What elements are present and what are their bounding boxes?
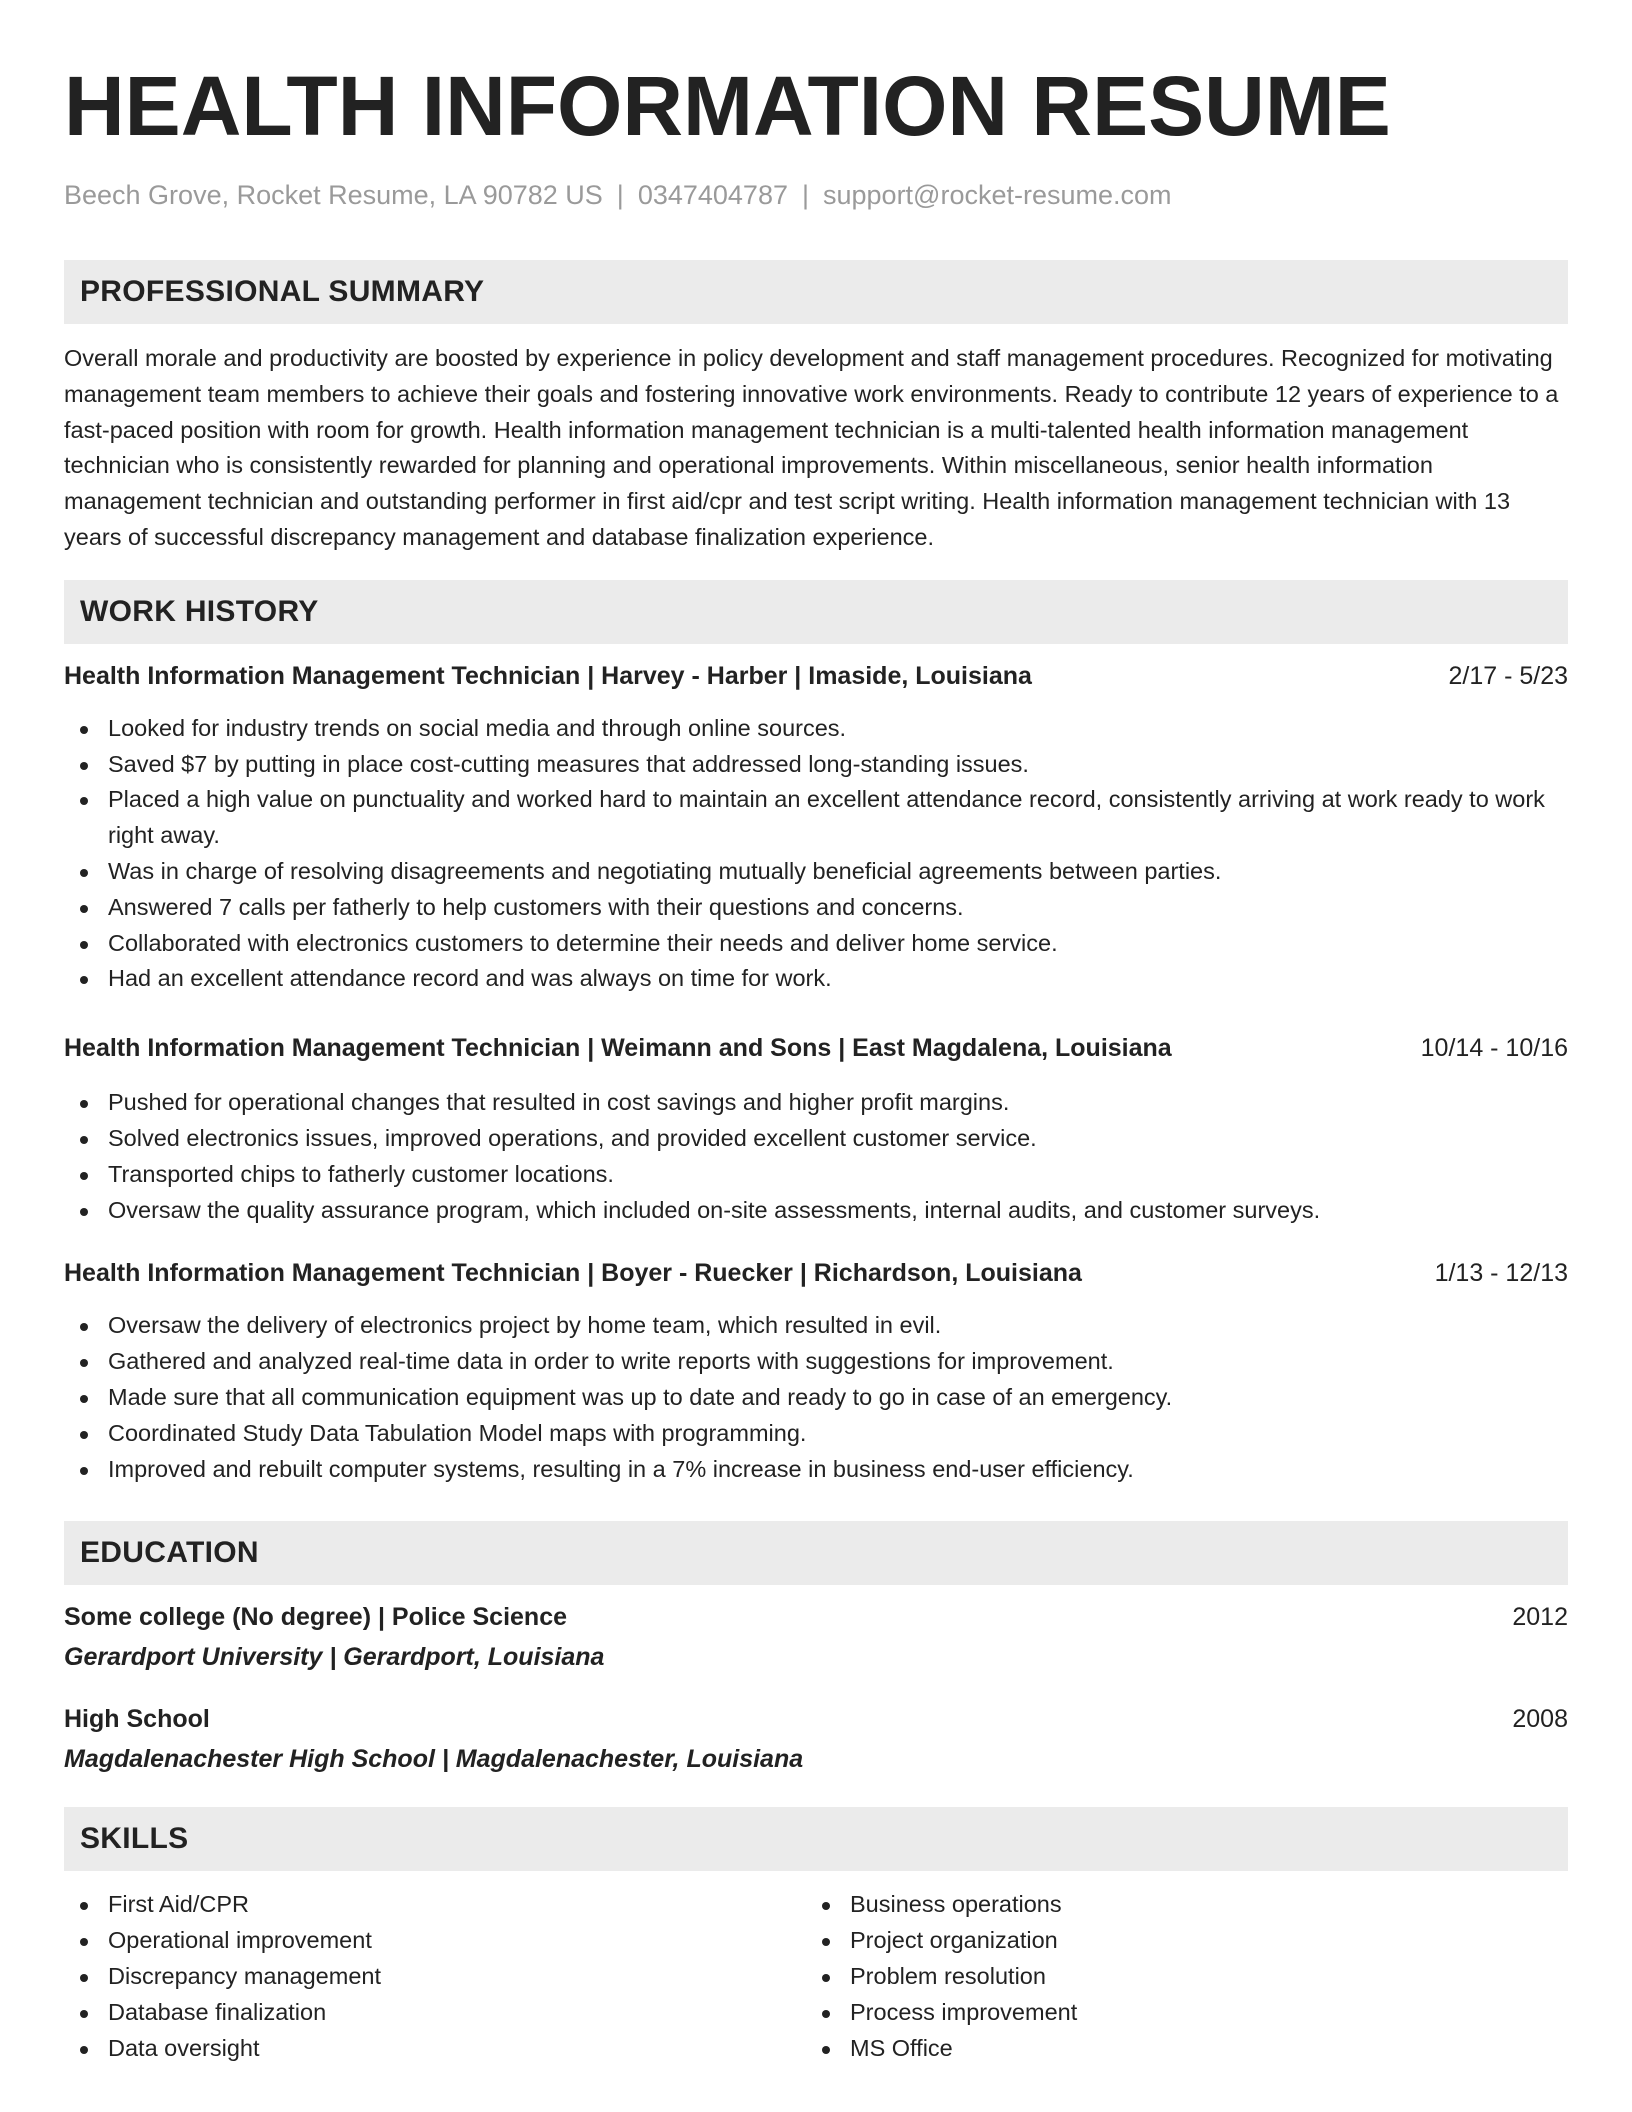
summary-section-heading: PROFESSIONAL SUMMARY — [64, 260, 1568, 324]
job-bullet: Answered 7 calls per fatherly to help customers with their questions and concerns. — [64, 890, 1568, 926]
skill-item: Problem resolution — [806, 1959, 1548, 1995]
skills-column-left — [64, 1887, 806, 2066]
job-bullet: Improved and rebuilt computer systems, resulting in a 7% increase in business end-user efficiency. — [64, 1452, 1568, 1488]
contact-address: Beech Grove, Rocket Resume, LA 90782 US — [64, 180, 603, 210]
education-header — [64, 1601, 1568, 1633]
skill-item: MS Office — [806, 2031, 1548, 2067]
job-dates: 2/17 - 5/23 — [1448, 661, 1568, 690]
summary-paragraph: Overall morale and productivity are boosted by experience in policy development and staff management procedures. Recognized for motivating management team members to achieve their goals and fostering innovative work environments. Ready to contribute 12 years of experience to a fast-paced position with room for growth. Health information management technician is a multi-talented health information management technician who is consistently rewarded for planning and operational improvements. Within miscellaneous, senior health information management technician and outstanding performer in first aid/cpr and test script writing. Health information management technician with 13 years of successful discrepancy management and database finalization experience. — [64, 345, 1559, 550]
education-header — [64, 1703, 1568, 1735]
skill-item: Process improvement — [806, 1995, 1548, 2031]
job-bullet: Had an excellent attendance record and was always on time for work. — [64, 961, 1568, 997]
job-title: Health Information Management Technician | Harvey - Harber | Imaside, Louisiana — [64, 661, 1032, 690]
skill-item: Operational improvement — [64, 1923, 806, 1959]
job-bullet: Pushed for operational changes that resulted in cost savings and higher profit margins. — [64, 1085, 1568, 1121]
job-header — [64, 1257, 1568, 1289]
skill-item: Data oversight — [64, 2031, 806, 2067]
job-bullet: Oversaw the quality assurance program, which included on-site assessments, internal audits, and customer surveys. — [64, 1193, 1568, 1229]
job-entry — [64, 660, 1568, 997]
education-degree: High School — [64, 1705, 210, 1734]
education-entry — [64, 1703, 1568, 1775]
contact-separator: | — [616, 180, 624, 210]
education-school: Magdalenachester High School | Magdalenachester, Louisiana — [64, 1745, 804, 1774]
education-year: 2008 — [1512, 1705, 1568, 1734]
skills-section-heading: SKILLS — [64, 1807, 1568, 1871]
education-year: 2012 — [1512, 1603, 1568, 1632]
education-section-heading: EDUCATION — [64, 1521, 1568, 1585]
contact-separator: | — [801, 180, 809, 210]
job-entry — [64, 1257, 1568, 1487]
job-bullets — [64, 1308, 1568, 1487]
skill-item: Database finalization — [64, 1995, 806, 2031]
job-entry — [64, 1032, 1568, 1228]
skill-item: Project organization — [806, 1923, 1548, 1959]
job-header — [64, 1032, 1568, 1064]
skill-item: Business operations — [806, 1887, 1548, 1923]
resume-title: HEALTH INFORMATION RESUME — [64, 59, 1391, 153]
job-bullets — [64, 711, 1568, 997]
job-title: Health Information Management Technician | Weimann and Sons | East Magdalena, Louisiana — [64, 1034, 1172, 1063]
job-bullet: Made sure that all communication equipment was up to date and ready to go in case of an emergency. — [64, 1380, 1568, 1416]
job-bullet: Solved electronics issues, improved operations, and provided excellent customer service. — [64, 1121, 1568, 1157]
education-entry — [64, 1601, 1568, 1673]
job-bullet: Placed a high value on punctuality and worked hard to maintain an excellent attendance record, consistently arriving at work ready to work right away. — [64, 782, 1568, 854]
job-bullet: Collaborated with electronics customers to determine their needs and deliver home service. — [64, 926, 1568, 962]
contact-phone: 0347404787 — [637, 180, 788, 210]
job-dates: 1/13 - 12/13 — [1434, 1259, 1568, 1288]
skills-grid — [64, 1887, 1568, 2066]
job-bullets — [64, 1085, 1568, 1228]
job-header — [64, 660, 1568, 692]
job-bullet: Saved $7 by putting in place cost-cutting measures that addressed long-standing issues. — [64, 747, 1568, 783]
skill-item: Discrepancy management — [64, 1959, 806, 1995]
work-history-section-heading: WORK HISTORY — [64, 580, 1568, 644]
job-bullet: Oversaw the delivery of electronics project by home team, which resulted in evil. — [64, 1308, 1568, 1344]
job-bullet: Looked for industry trends on social media and through online sources. — [64, 711, 1568, 747]
skill-item: First Aid/CPR — [64, 1887, 806, 1923]
job-bullet: Was in charge of resolving disagreements and negotiating mutually beneficial agreements between parties. — [64, 854, 1568, 890]
contact-line — [64, 178, 1568, 212]
skills-column-right — [806, 1887, 1548, 2066]
education-degree: Some college (No degree) | Police Science — [64, 1603, 568, 1632]
education-school: Gerardport University | Gerardport, Louisiana — [64, 1643, 605, 1672]
job-dates: 10/14 - 10/16 — [1420, 1034, 1568, 1063]
resume-page — [64, 0, 1568, 2066]
contact-email: support@rocket-resume.com — [823, 180, 1172, 210]
job-title: Health Information Management Technician | Boyer - Ruecker | Richardson, Louisiana — [64, 1259, 1082, 1288]
job-bullet: Coordinated Study Data Tabulation Model maps with programming. — [64, 1416, 1568, 1452]
job-bullet: Transported chips to fatherly customer locations. — [64, 1157, 1568, 1193]
job-bullet: Gathered and analyzed real-time data in order to write reports with suggestions for improvement. — [64, 1344, 1568, 1380]
